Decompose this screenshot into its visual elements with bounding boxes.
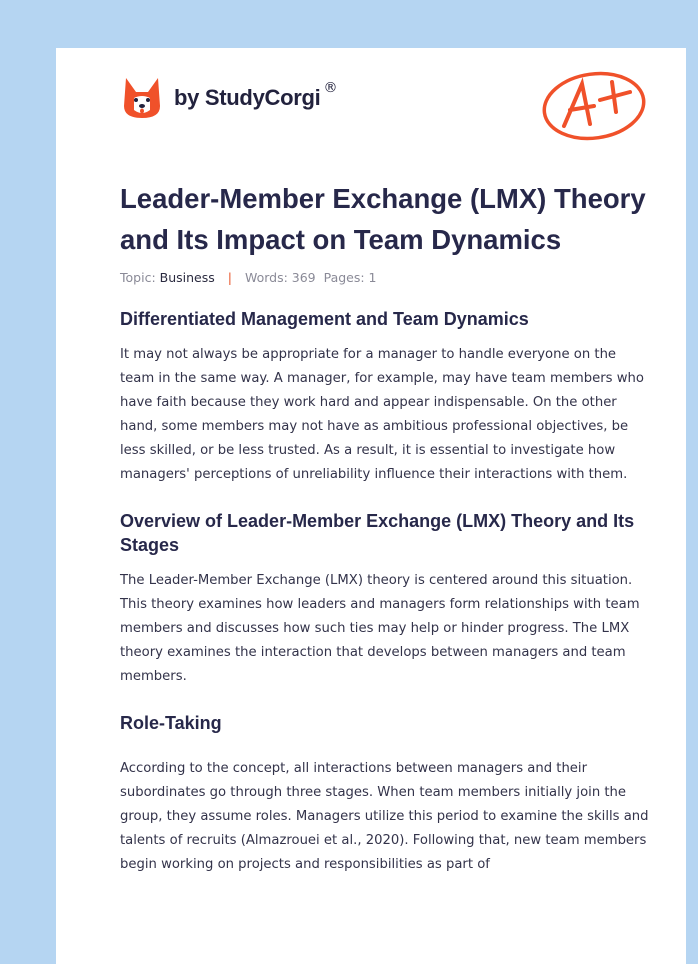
section-paragraph: It may not always be appropriate for a manager to handle everyone on the team in the same way. A manager, for example, may have team members who have faith because they work hard and appear indispensable. On the other hand, some members may not have as ambitious professional objectives, be less skilled, or be less trusted. As a result, it is essential to investigate how managers' perceptions of unreliability influence their interactions with them.: [120, 347, 644, 482]
brand-name: by StudyCorgi: [174, 85, 321, 110]
page-count: Pages: 1: [323, 270, 377, 285]
topic-label: Topic:: [120, 270, 156, 285]
word-count: Words: 369: [244, 270, 316, 285]
section-paragraph: The Leader-Member Exchange (LMX) theory is centered around this situation. This theory examines how leaders and managers form relationships with team members and discusses how such ties may help or hinder progress. The LMX theory examines the interaction that develops between managers and team members.: [120, 573, 640, 684]
section-heading: Overview of Leader-Member Exchange (LMX) Theory and Its Stages: [120, 511, 635, 555]
section-paragraph: According to the concept, all interactions between managers and their subordinates go through three stages. When team members initially join the group, they assume roles. Managers utilize this period to examine the skills and talents of recruits (Almazrouei et al., 2020). Following that, new team members begin working on projects and responsibilities as part of: [120, 761, 649, 872]
topic-link[interactable]: Business: [159, 270, 215, 285]
registered-mark: ®: [323, 80, 338, 96]
meta-info: [120, 270, 650, 285]
page-title: Leader-Member Exchange (LMX) Theory and Its Impact on Team Dynamics: [120, 183, 646, 255]
meta-separator: |: [227, 270, 232, 285]
corgi-icon: [122, 76, 162, 120]
a-plus-grade-icon: [538, 70, 650, 142]
section-heading: Role-Taking: [120, 713, 222, 733]
document-page: [56, 48, 686, 964]
studycorgi-logo[interactable]: [122, 76, 337, 120]
section-heading: Differentiated Management and Team Dynamics: [120, 309, 529, 329]
